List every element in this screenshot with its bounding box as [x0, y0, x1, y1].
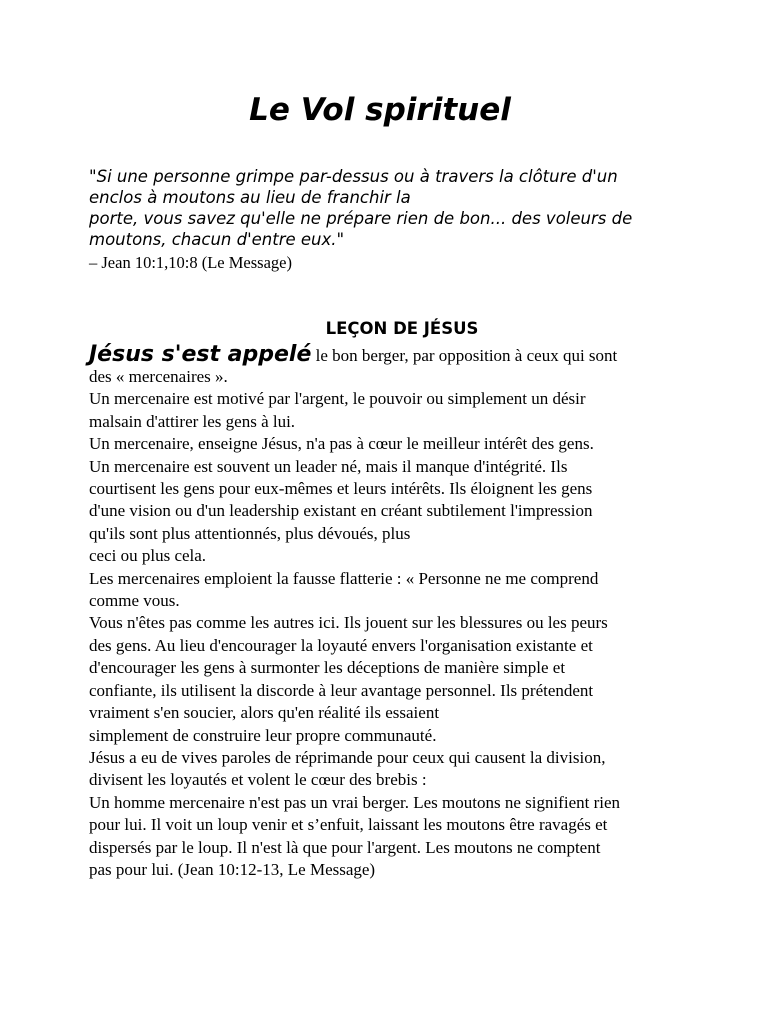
body-line: courtisent les gens pour eux-mêmes et leurs intérêts. Ils éloignent les gens: [89, 479, 593, 499]
body-text: [89, 366, 729, 881]
body-line: Un mercenaire est motivé par l'argent, le pouvoir ou simplement un désir: [89, 389, 586, 409]
epigraph-line: porte, vous savez qu'elle ne prépare rien de bon... des voleurs de: [89, 209, 633, 228]
epigraph-line: enclos à moutons au lieu de franchir la: [89, 188, 411, 207]
body-line: d'une vision ou d'un leadership existant en créant subtilement l'impression: [89, 501, 593, 521]
epigraph-closing-quote: ": [336, 230, 345, 249]
epigraph-line-text: moutons, chacun d'entre eux.: [89, 230, 337, 249]
body-line: ceci ou plus cela.: [89, 546, 207, 566]
body-line: confiante, ils utilisent la discorde à leur avantage personnel. Ils prétendent: [89, 680, 594, 700]
body-line: comme vous.: [89, 591, 180, 611]
body-line: Vous n'êtes pas comme les autres ici. Ils jouent sur les blessures ou les peurs: [89, 613, 608, 633]
epigraph-line-last: [89, 229, 689, 250]
body-line: malsain d'attirer les gens à lui.: [89, 411, 296, 431]
body-line: des gens. Au lieu d'encourager la loyauté envers l'organisation existante et: [89, 635, 593, 655]
section-heading: LEÇON DE JÉSUS: [325, 319, 479, 338]
body-line: dispersés par le loup. Il n'est là que pour l'argent. Les moutons ne comptent: [89, 837, 601, 857]
body-line: divisent les loyautés et volent le cœur des brebis :: [89, 770, 427, 790]
lead-emphasis: Jésus s'est appelé: [89, 342, 312, 367]
body-line: simplement de construire leur propre communauté.: [89, 725, 437, 745]
body-line: Les mercenaires emploient la fausse flatterie : « Personne ne me comprend: [89, 568, 599, 588]
document-title: Le Vol spirituel: [249, 92, 511, 128]
body-line: qu'ils sont plus attentionnés, plus dévoués, plus: [89, 523, 411, 543]
body-line: des « mercenaires ».: [89, 367, 228, 386]
epigraph-citation: – Jean 10:1,10:8 (Le Message): [89, 253, 292, 272]
body-line: vraiment s'en soucier, alors qu'en réalité ils essaient: [89, 703, 440, 723]
body-line: d'encourager les gens à surmonter les déceptions de manière simple et: [89, 658, 566, 678]
lead-text: le bon berger, par opposition à ceux qui sont: [311, 346, 618, 365]
body-line: Un mercenaire est souvent un leader né, mais il manque d'intégrité. Ils: [89, 456, 568, 476]
body-line: pas pour lui. (Jean 10:12-13, Le Message): [89, 859, 376, 879]
body-line: Un homme mercenaire n'est pas un vrai berger. Les moutons ne signifient rien: [89, 792, 621, 812]
body-line: Un mercenaire, enseigne Jésus, n'a pas à cœur le meilleur intérêt des gens.: [89, 434, 594, 454]
epigraph-quote: [89, 166, 689, 250]
body-line: Jésus a eu de vives paroles de réprimande pour ceux qui causent la division,: [89, 747, 606, 767]
body-line: pour lui. Il voit un loup venir et s’enfuit, laissant les moutons être ravagés et: [89, 815, 608, 835]
epigraph-line: "Si une personne grimpe par-dessus ou à travers la clôture d'un: [89, 167, 618, 186]
